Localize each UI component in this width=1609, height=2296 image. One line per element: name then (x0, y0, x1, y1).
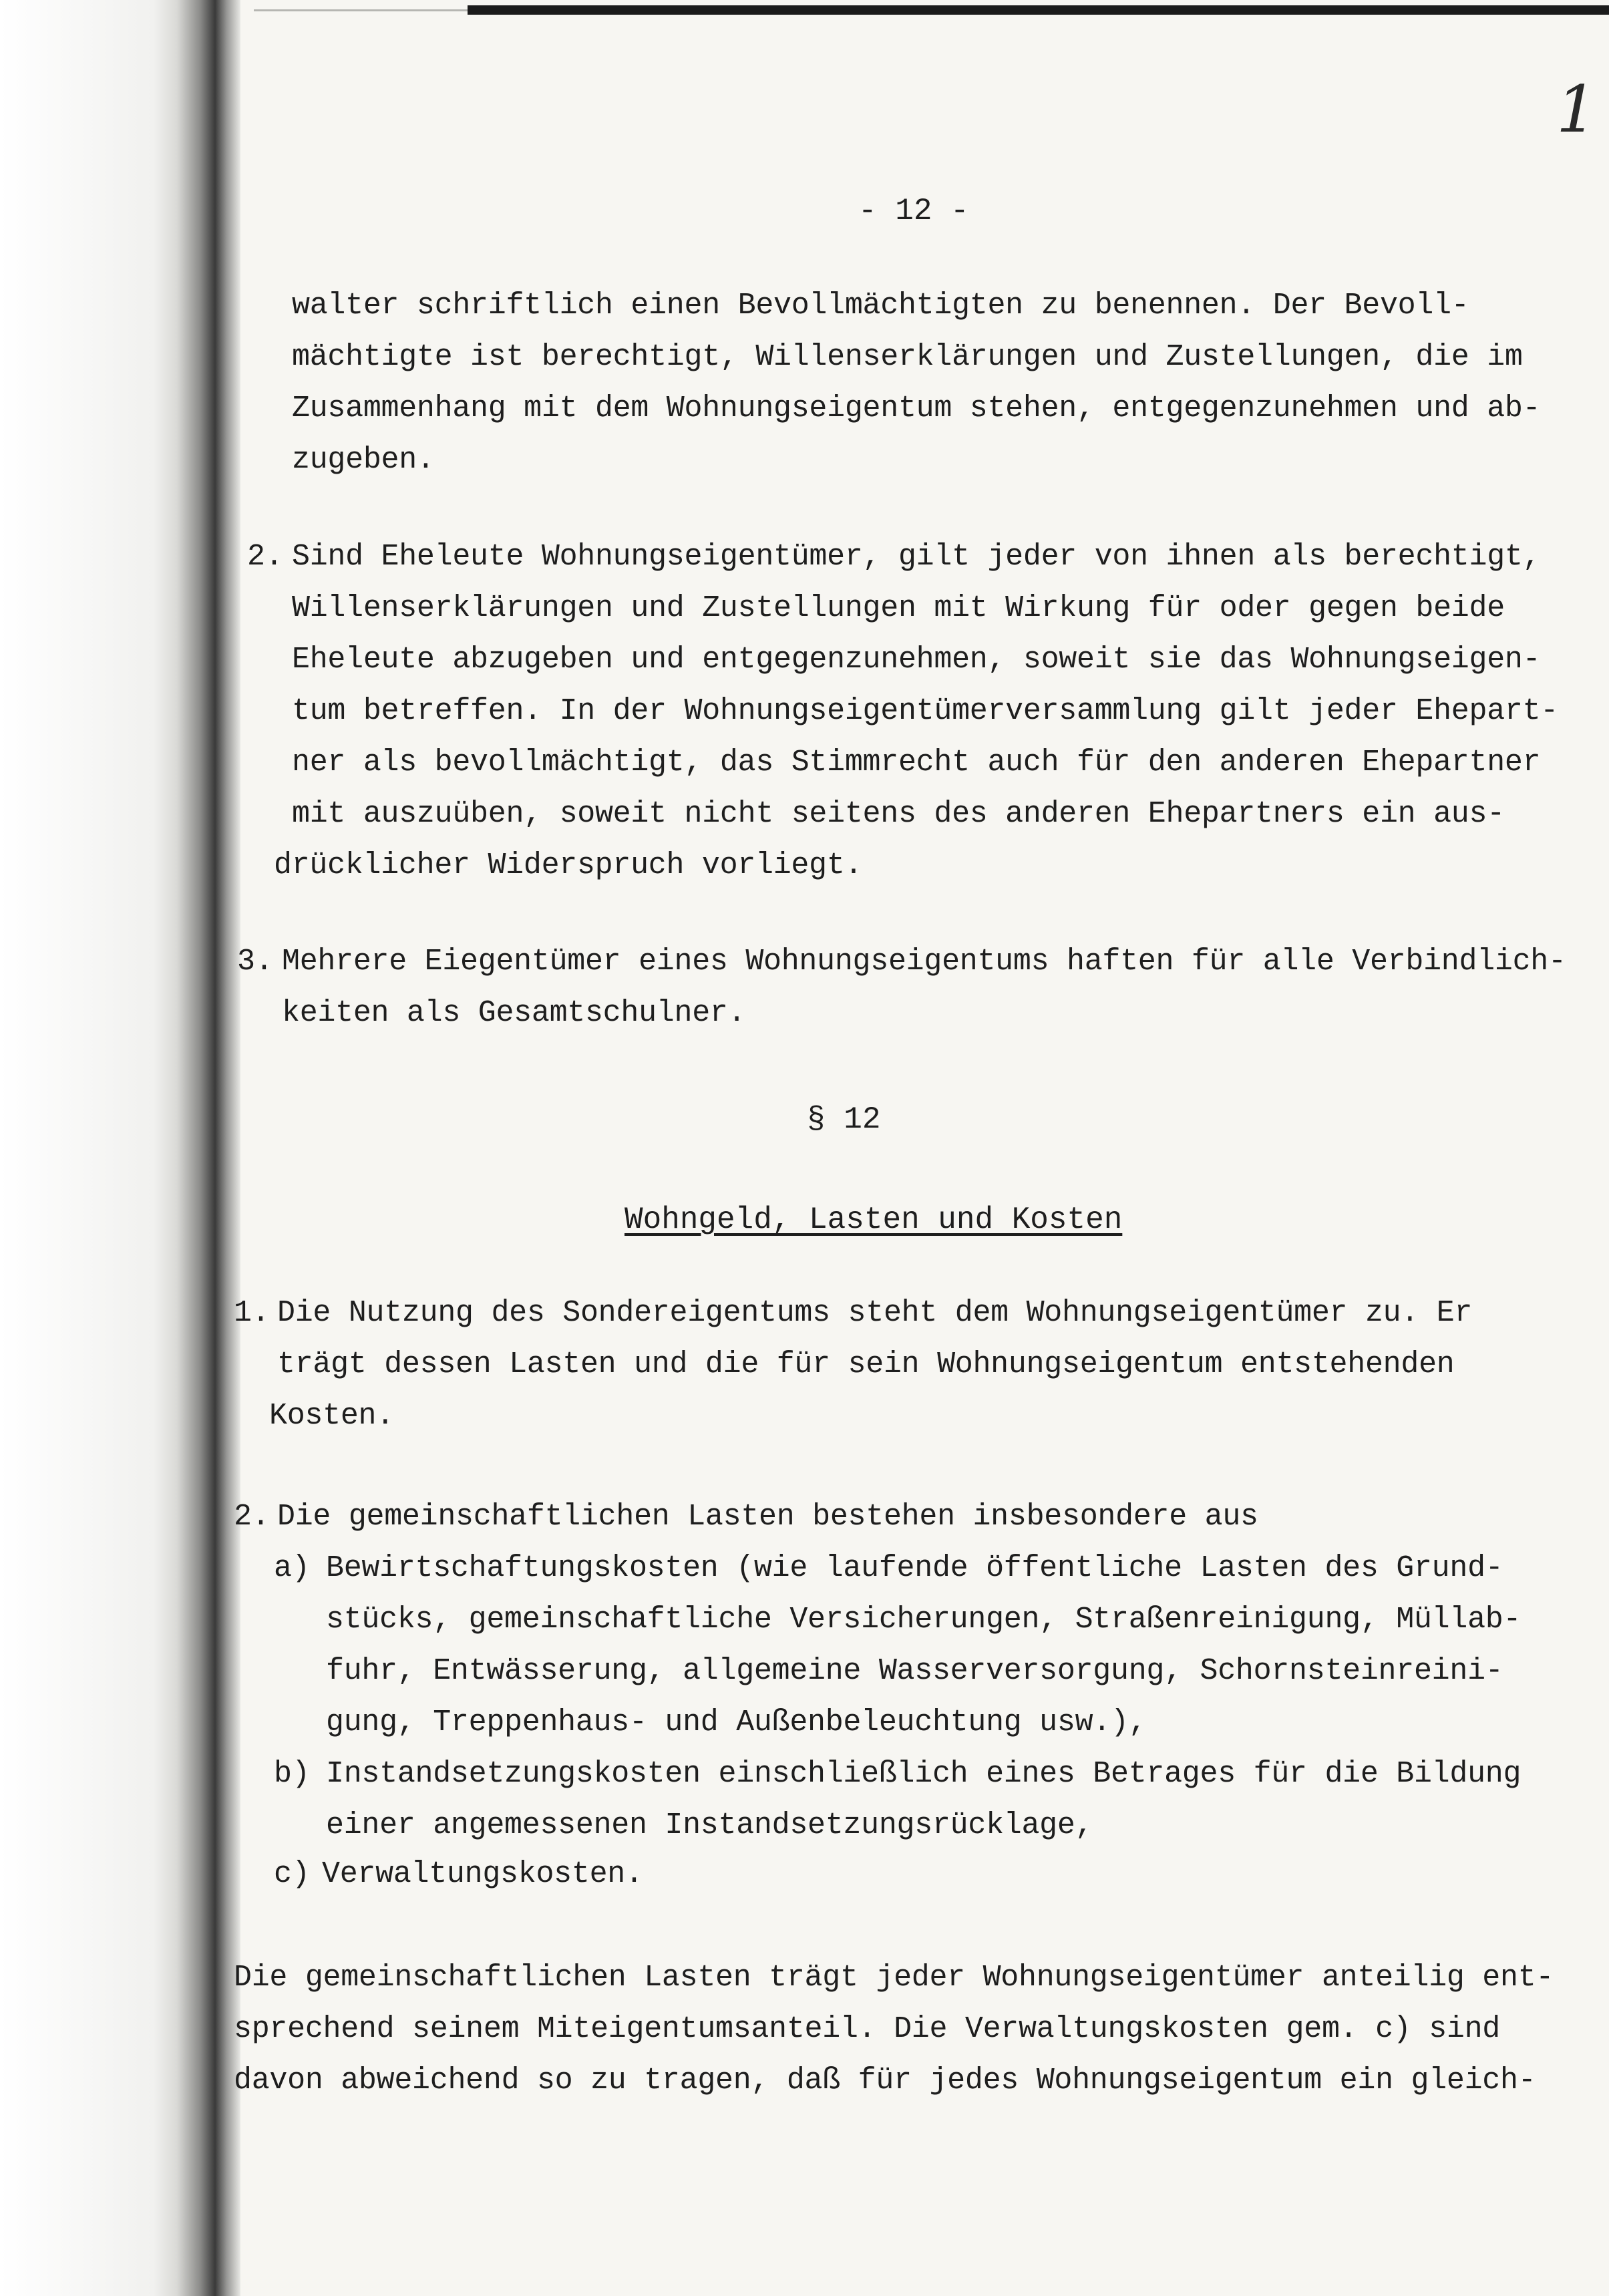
section-number: § 12 (807, 1102, 881, 1137)
top-rule-faint (254, 9, 468, 11)
text-line: Zusammenhang mit dem Wohnungseigentum stehen, entgegenzunehmen und ab- (292, 391, 1541, 426)
text-line: Willenserklärungen und Zustellungen mit Wirkung für oder gegen beide (292, 591, 1505, 625)
text-line: davon abweichend so zu tragen, daß für jedes Wohnungseigentum ein gleich- (234, 2064, 1536, 2098)
text-line: mächtigte ist berechtigt, Willenserklärungen und Zustellungen, die im (292, 340, 1523, 374)
item-number: 2. (234, 1500, 271, 1534)
page-number: - 12 - (858, 194, 969, 228)
text-line: Verwaltungskosten. (322, 1857, 643, 1891)
text-line: walter schriftlich einen Bevollmächtigten zu benennen. Der Bevoll- (292, 289, 1469, 323)
text-line: mit auszuüben, soweit nicht seitens des anderen Ehepartners ein aus- (292, 797, 1505, 831)
text-line: Kosten. (269, 1399, 394, 1433)
text-line: Die gemeinschaftlichen Lasten trägt jeder Wohnungseigentümer anteilig ent- (234, 1961, 1554, 1995)
text-line: Mehrere Eiegentümer eines Wohnungseigentums haften für alle Verbindlich- (282, 945, 1566, 979)
text-line: tum betreffen. In der Wohnungseigentümerversammlung gilt jeder Ehepart- (292, 694, 1559, 728)
text-line: einer angemessenen Instandsetzungsrücklage, (326, 1808, 1093, 1842)
section-title: Wohngeld, Lasten und Kosten (624, 1202, 1123, 1237)
sub-item-label: b) (274, 1757, 311, 1791)
text-line: drücklicher Widerspruch vorliegt. (274, 848, 863, 882)
text-line: trägt dessen Lasten und die für sein Wohnungseigentum entstehenden (277, 1347, 1455, 1381)
corner-handwritten-mark: 1 (1556, 72, 1598, 147)
item-number: 3. (237, 945, 274, 979)
text-line: stücks, gemeinschaftliche Versicherungen, Straßenreinigung, Müllab- (326, 1603, 1522, 1637)
text-line: Sind Eheleute Wohnungseigentümer, gilt jeder von ihnen als berechtigt, (292, 540, 1541, 574)
text-line: keiten als Gesamtschulner. (282, 996, 746, 1030)
text-line: zugeben. (292, 443, 435, 477)
sub-item-label: a) (274, 1551, 311, 1585)
text-line: Instandsetzungskosten einschließlich eines Betrages für die Bildung (326, 1757, 1522, 1791)
text-line: Die Nutzung des Sondereigentums steht dem Wohnungseigentümer zu. Er (277, 1296, 1473, 1330)
text-line: Eheleute abzugeben und entgegenzunehmen, soweit sie das Wohnungseigen- (292, 643, 1541, 677)
item-number: 2. (247, 540, 284, 574)
binding-shadow (0, 0, 240, 2296)
sub-item-label: c) (274, 1857, 311, 1891)
text-line: sprechend seinem Miteigentumsanteil. Die Verwaltungskosten gem. c) sind (234, 2012, 1501, 2046)
item-number: 1. (234, 1296, 271, 1330)
text-line: fuhr, Entwässerung, allgemeine Wasserversorgung, Schornsteinreini- (326, 1654, 1503, 1688)
text-line: ner als bevollmächtigt, das Stimmrecht auch für den anderen Ehepartner (292, 746, 1541, 780)
text-line: Bewirtschaftungskosten (wie laufende öffentliche Lasten des Grund- (326, 1551, 1503, 1585)
text-line: gung, Treppenhaus- und Außenbeleuchtung usw.), (326, 1705, 1147, 1740)
text-line: Die gemeinschaftlichen Lasten bestehen insbesondere aus (277, 1500, 1258, 1534)
top-rule (468, 5, 1609, 15)
